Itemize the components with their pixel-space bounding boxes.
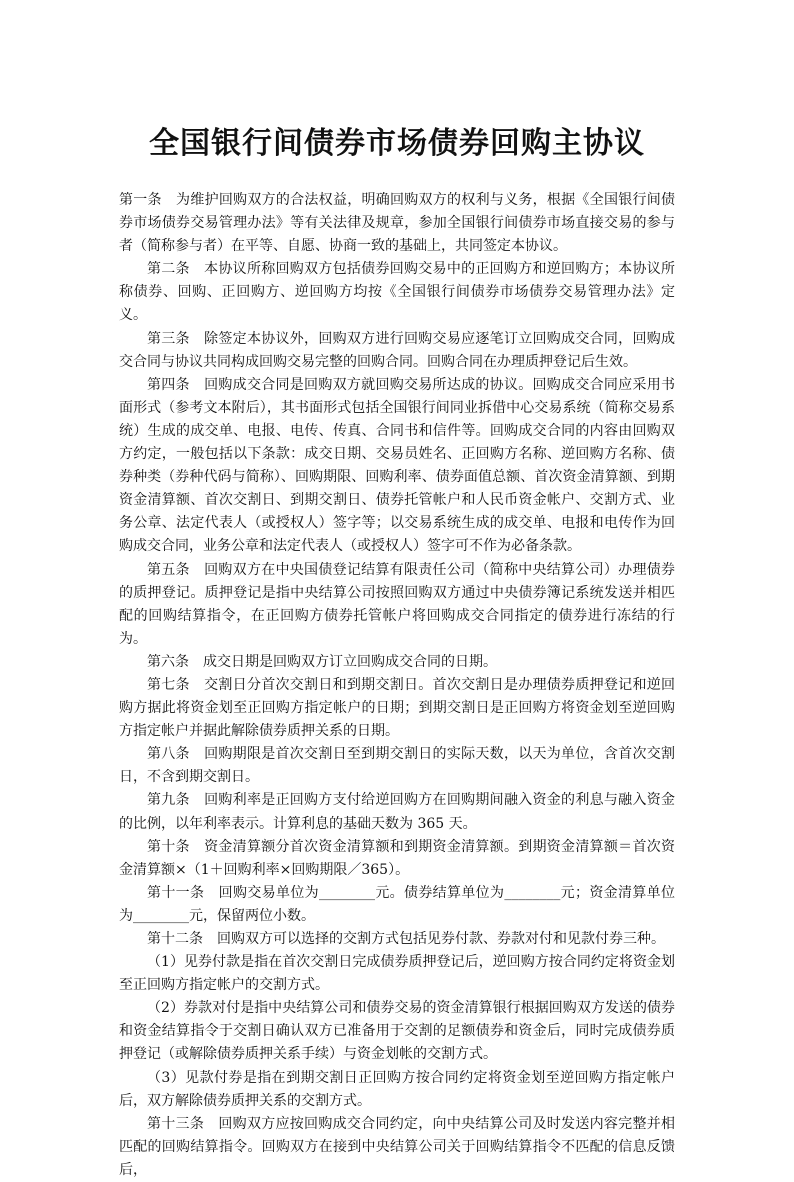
article-5: 第五条 回购双方在中央国债登记结算有限责任公司（简称中央结算公司）办理债券的质押登记。质押登记是指中央结算公司按照回购双方通过中央债券簿记系统发送并相匹配的回购结算指令，在正回购方债券托管帐户将回购成交合同指定的债券进行冻结的行为。 [119,561,675,647]
article-12-item-3: （3）见款付券是指在到期交割日正回购方按合同约定将资金划至逆回购方指定帐户后，双方解除债券质押关系的交割方式。 [119,1069,675,1109]
document-body [119,189,675,1182]
article-10: 第十条 资金清算额分首次资金清算额和到期资金清算额。到期资金清算额＝首次资金清算额×（1＋回购利率×回购期限／365）。 [119,838,675,878]
article-3: 第三条 除签定本协议外，回购双方进行回购交易应逐笔订立回购成交合同，回购成交合同与协议共同构成回购交易完整的回购合同。回购合同在办理质押登记后生效。 [119,330,675,370]
article-11: 第十一条 回购交易单位为________元。债券结算单位为________元；资金清算单位为________元，保留两位小数。 [119,884,675,924]
article-12: 第十二条 回购双方可以选择的交割方式包括见券付款、券款对付和见款付券三种。 [147,931,665,947]
article-7: 第七条 交割日分首次交割日和到期交割日。首次交割日是办理债券质押登记和逆回购方据此将资金划至正回购方指定帐户的日期；到期交割日是正回购方将资金划至逆回购方指定帐户并据此解除债券质押关系的日期。 [119,676,675,740]
article-2: 第二条 本协议所称回购双方包括债券回购交易中的正回购方和逆回购方；本协议所称债券、回购、正回购方、逆回购方均按《全国银行间债券市场债券交易管理办法》定义。 [119,261,675,324]
article-12-item-1: （1）见券付款是指在首次交割日完成债券质押登记后，逆回购方按合同约定将资金划至正回购方指定帐户的交割方式。 [119,954,675,994]
article-4: 第四条 回购成交合同是回购双方就回购交易所达成的协议。回购成交合同应采用书面形式（参考文本附后），其书面形式包括全国银行间同业拆借中心交易系统（简称交易系统）生成的成交单、电报、电传、传真、合同书和信件等。回购成交合同的内容由回购双方约定，一般包括以下条款：成交日期、交易员姓名、正回购方名称、逆回购方名称、债券种类（券种代码与简称）、回购期限、回购利率、债券面值总额、首次资金清算额、到期资金清算额、首次交割日、到期交割日、债券托管帐户和人民币资金帐户、交割方式、业务公章、法定代表人（或授权人）签字等；以交易系统生成的成交单、电报和电传作为回购成交合同，业务公章和法定代表人（或授权人）签字可不作为必备条款。 [119,376,675,555]
article-6: 第六条 成交日期是回购双方订立回购成交合同的日期。 [147,653,497,670]
article-12-item-2: （2）券款对付是指中央结算公司和债券交易的资金清算银行根据回购双方发送的债券和资金结算指令于交割日确认双方已准备用于交割的足额债券和资金后，同时完成债券质押登记（或解除债券质押关系手续）与资金划帐的交割方式。 [119,1000,675,1063]
article-1: 第一条 为维护回购双方的合法权益，明确回购双方的权利与义务，根据《全国银行间债券市场债券交易管理办法》等有关法律及规章，参加全国银行间债券市场直接交易的参与者（简称参与者）在平等、自愿、协商一致的基础上，共同签定本协议。 [119,192,675,255]
article-9: 第九条 回购利率是正回购方支付给逆回购方在回购期间融入资金的利息与融入资金的比例，以年利率表示。计算利息的基础天数为 365 天。 [119,792,675,832]
document-title: 全国银行间债券市场债券回购主协议 [149,126,645,161]
article-8: 第八条 回购期限是首次交割日至到期交割日的实际天数，以天为单位，含首次交割日，不含到期交割日。 [119,746,675,786]
article-13: 第十三条 回购双方应按回购成交合同约定，向中央结算公司及时发送内容完整并相匹配的回购结算指令。回购双方在接到中央结算公司关于回购结算指令不匹配的信息反馈后， [119,1115,675,1178]
